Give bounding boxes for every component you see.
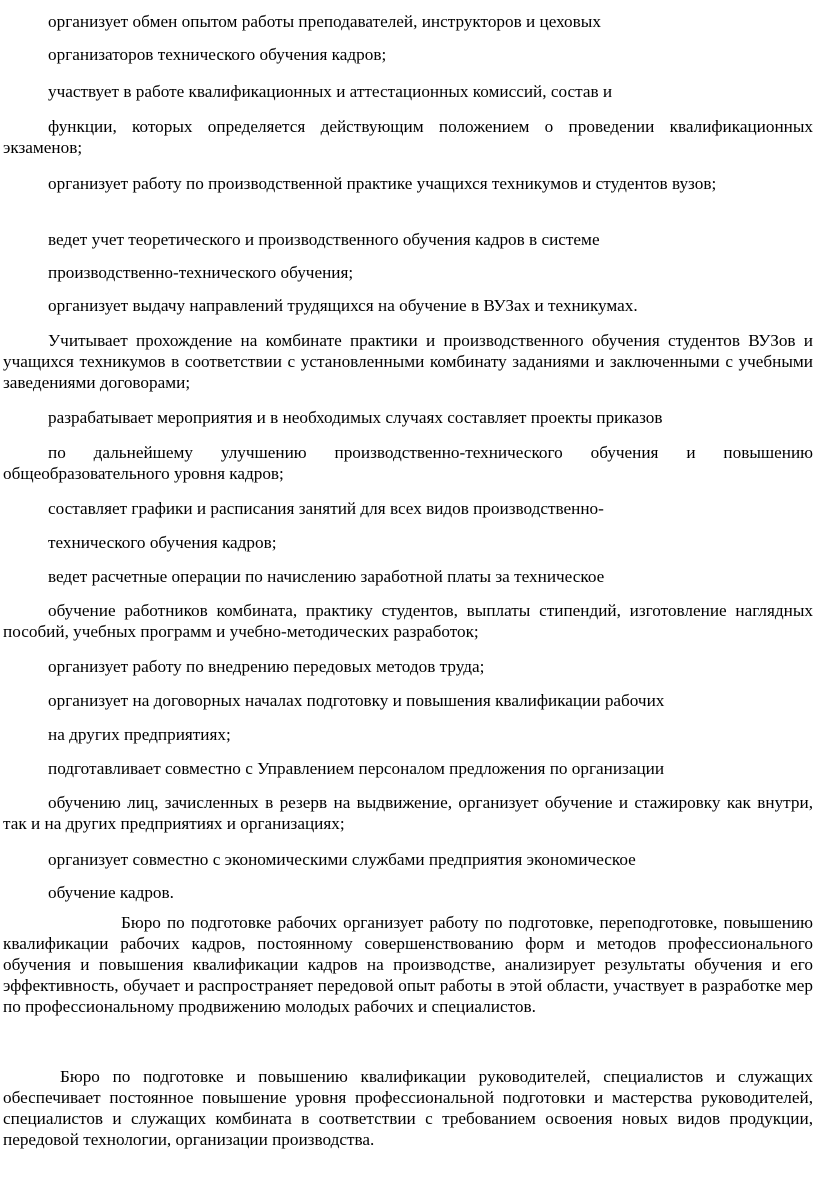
- paragraph-24: Бюро по подготовке и повышению квалификации руководителей, специалистов и служащих обеспечивает постоянное повышение уровня профессиональной подготовки и мастерства руководителей, специалистов и служащих комбината в соответствии с требованием освоения новых видов продукции, передовой технологии, организации производства.: [3, 1067, 813, 1149]
- paragraph-6: ведет учет теоретического и производственного обучения кадров в системе: [48, 230, 600, 249]
- paragraph-20: обучению лиц, зачисленных в резерв на выдвижение, организует обучение и стажировку как внутри, так и на других предприятиях и организациях;: [3, 793, 813, 833]
- paragraph-14: ведет расчетные операции по начислению заработной платы за техническое: [48, 567, 605, 586]
- paragraph-18: на других предприятиях;: [48, 725, 231, 744]
- paragraph-12: составляет графики и расписания занятий для всех видов производственно-: [48, 499, 604, 518]
- paragraph-1: организует обмен опытом работы преподавателей, инструкторов и цеховых: [48, 12, 601, 31]
- paragraph-4: функции, которых определяется действующим положением о проведении квалификационных экзаменов;: [3, 117, 813, 157]
- paragraph-19: подготавливает совместно с Управлением персоналом предложения по организации: [48, 759, 665, 778]
- paragraph-2: организаторов технического обучения кадров;: [48, 45, 387, 64]
- paragraph-10: разрабатывает мероприятия и в необходимых случаях составляет проекты приказов: [48, 408, 663, 427]
- paragraph-5: организует работу по производственной практике учащихся техникумов и студентов вузов;: [48, 174, 717, 193]
- paragraph-21: организует совместно с экономическими службами предприятия экономическое: [48, 850, 636, 869]
- paragraph-11: по дальнейшему улучшению производственно-технического обучения и повышению общеобразовательного уровня кадров;: [3, 443, 813, 483]
- paragraph-23: Бюро по подготовке рабочих организует работу по подготовке, переподготовке, повышению квалификации рабочих кадров, постоянному совершенствованию форм и методов профессионального обучения и повышения квалификации кадров на производстве, анализирует результаты обучения и его эффективность, обучает и распространяет передовой опыт работы в этой области, участвует в разработке мер по профессиональному продвижению молодых рабочих и специалистов.: [3, 913, 813, 1016]
- paragraph-7: производственно-технического обучения;: [48, 263, 354, 282]
- paragraph-3: участвует в работе квалификационных и аттестационных комиссий, состав и: [48, 82, 613, 101]
- paragraph-17: организует на договорных началах подготовку и повышения квалификации рабочих: [48, 691, 665, 710]
- paragraph-15: обучение работников комбината, практику студентов, выплаты стипендий, изготовление наглядных пособий, учебных программ и учебно-методических разработок;: [3, 601, 813, 641]
- paragraph-8: организует выдачу направлений трудящихся на обучение в ВУЗах и техникумах.: [48, 296, 638, 315]
- paragraph-13: технического обучения кадров;: [48, 533, 277, 552]
- paragraph-9: Учитывает прохождение на комбинате практики и производственного обучения студентов ВУЗов и учащихся техникумов в соответствии с установленными комбинату заданиями и заключенными с учебными заведениями договорами;: [3, 331, 813, 392]
- paragraph-22: обучение кадров.: [48, 883, 174, 902]
- paragraph-16: организует работу по внедрению передовых методов труда;: [48, 657, 485, 676]
